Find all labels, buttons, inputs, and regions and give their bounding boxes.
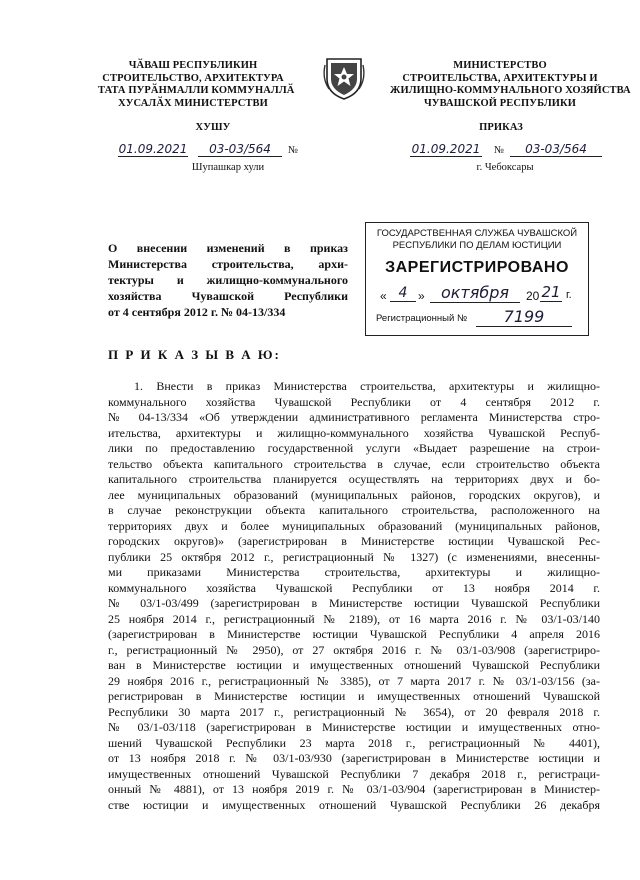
- right-doc-type: ПРИКАЗ: [479, 122, 523, 133]
- header-right-org: [390, 60, 631, 110]
- header-left-line: ЧӐВАШ РЕСПУБЛИКИН: [128, 60, 258, 71]
- title-line: хозяйства Чувашской Республики: [108, 289, 348, 303]
- header-left-line: ХУСАЛӐХ МИНИСТЕРСТВИ: [118, 97, 268, 109]
- body-line: в случае реконструкции объекта капитального строительства, расположенного на: [108, 503, 600, 517]
- body-line: регистрирован в Министерстве юстиции и имущественных отношений Чувашской: [108, 689, 600, 703]
- left-city: Шупашкар хули: [191, 162, 265, 173]
- stamp-registered: ЗАРЕГИСТРИРОВАНО: [385, 259, 569, 276]
- stamp-month: октября: [430, 283, 520, 303]
- left-date: 01.09.2021: [118, 142, 188, 156]
- header-right-line: ЖИЛИЩНО-КОММУНАЛЬНОГО ХОЗЯЙСТВА: [390, 85, 631, 96]
- right-date: 01.09.2021: [411, 142, 481, 156]
- body-line: тельство объекта капитального строительства в случае, если строительство объекта: [108, 456, 600, 471]
- right-number: 03-03/564: [510, 142, 602, 157]
- body-line: № 04-13/334 «Об утверждении административного регламента Министерства стро-: [108, 410, 600, 424]
- left-doc-type: ХУШУ: [195, 122, 231, 133]
- body-line: онный № 4881), от 13 ноября 2019 г. № 03/1-03/904 (зарегистрирован в Министер-: [108, 782, 600, 796]
- right-city: г. Чебоксары: [476, 162, 534, 173]
- registration-stamp: [365, 222, 589, 336]
- stamp-reg-label: Регистрационный №: [376, 313, 468, 324]
- stamp-year-suffix: 21: [541, 283, 561, 301]
- title-line: Министерства строительства, архи-: [108, 257, 348, 271]
- body-line: № 03/1-03/118 (зарегистрирован в Министерстве юстиции и имущественных отно-: [108, 720, 600, 734]
- stamp-line1: ГОСУДАРСТВЕННАЯ СЛУЖБА ЧУВАШСКОЙ: [376, 228, 578, 239]
- body-line: ван в Министерстве юстиции и имущественных отношений Чувашской Республики: [108, 658, 600, 672]
- header-left-line: СТРОИТЕЛЬСТВО, АРХИТЕКТУРА: [102, 72, 284, 84]
- order-heading: П Р И К А З Ы В А Ю:: [108, 347, 281, 362]
- title-line: О внесении изменений в приказ: [108, 241, 348, 255]
- body-line: от 13 ноября 2018 г. № 03/1-03/930 (зарегистрирован в Министерстве юстиции и: [108, 751, 600, 765]
- right-date-number-line: [410, 142, 610, 160]
- left-date-number-line: [118, 142, 308, 160]
- body-line: (зарегистрирован в Министерстве юстиции Чувашской Республики 4 апреля 2016: [108, 627, 600, 641]
- body-line: 1. Внести в приказ Министерства строительства, архитектуры и жилищно-: [134, 379, 600, 393]
- body-line: № 03/1-03/499 (зарегистрирован в Министерстве юстиции Чувашской Республики: [108, 596, 600, 610]
- body-line: городских округов)» (зарегистрирован в Министерстве юстиции Чувашской Рес-: [108, 534, 600, 548]
- header-right-line: ЧУВАШСКОЙ РЕСПУБЛИКИ: [423, 97, 577, 109]
- stamp-reg-number: 7199: [476, 307, 572, 327]
- left-number-sign: №: [288, 145, 299, 156]
- stamp-line2: РЕСПУБЛИКИ ПО ДЕЛАМ ЮСТИЦИИ: [392, 240, 562, 251]
- body-line: 25 ноября 2014 г., регистрационный № 2189), от 16 марта 2016 г. № 03/1-03/140: [108, 611, 600, 626]
- title-line: тектуры и жилищно-коммунального: [108, 273, 348, 287]
- stamp-day: 4: [390, 285, 416, 302]
- body-line: ми приказами Министерства строительства, архитектуры и жилищно-: [108, 565, 600, 579]
- body-line: шений Чувашской Республики 23 марта 2018 г., регистрационный № 4401),: [108, 735, 600, 750]
- stamp-quote-close: »: [418, 289, 425, 303]
- body-line: г., регистрационный № 2950), от 27 октября 2016 г. № 03/1-03/908 (зарегистриро-: [108, 642, 600, 657]
- body-line: коммунального хозяйства Чувашской Республики от 4 сентября 2012 г.: [108, 394, 600, 409]
- body-line: имущественных отношений Чувашской Республики 7 декабря 2018 г., регистраци-: [108, 766, 600, 781]
- right-number-sign: №: [494, 145, 505, 156]
- header-right-line: МИНИСТЕРСТВО: [453, 60, 547, 71]
- body-line: коммунального хозяйства Чувашской Республики от 13 ноября 2014 г.: [108, 580, 600, 595]
- chuvash-emblem-icon: [323, 55, 365, 101]
- body-line: лики по предоставлению государственной услуги «Выдает разрешение на строи-: [108, 441, 600, 455]
- header-right-line: СТРОИТЕЛЬСТВА, АРХИТЕКТУРЫ И: [402, 72, 598, 84]
- body-line: стве юстиции и имущественных отношений Чувашской Республики 26 декабря: [108, 797, 600, 812]
- body-line: капитального строительства планируется осуществлять на территориях двух и бо-: [108, 472, 600, 486]
- stamp-year-unit: г.: [566, 289, 572, 301]
- body-line: территориях двух и более муниципальных образований (муниципальных районов,: [108, 518, 600, 533]
- header-left-org: [98, 60, 295, 110]
- body-line: 29 ноября 2016 г., регистрационный № 3385), от 7 марта 2017 г. № 03/1-03/156 (за-: [108, 673, 600, 688]
- header-left-line: ТАТА ПУРӐНМАЛЛИ КОММУНАЛЛӐ: [98, 85, 295, 96]
- body-line: публики 25 октября 2012 г., регистрационный № 1327) (с изменениями, внесенны-: [108, 549, 600, 564]
- body-line: Республики 30 марта 2017 г., регистрационный № 3654), от 20 февраля 2018 г.: [108, 704, 600, 719]
- body-line: ительства, архитектуры и жилищно-коммунального хозяйства Чувашской Респуб-: [108, 425, 600, 440]
- document-title: [108, 240, 348, 320]
- body-line: лее муниципальных образований (муниципальных районов, городских округов), и: [108, 487, 600, 502]
- stamp-quote-open: «: [380, 289, 387, 303]
- stamp-year-prefix: 20: [526, 289, 540, 303]
- title-line: от 4 сентября 2012 г. № 04-13/334: [108, 305, 286, 319]
- left-number: 03-03/564: [198, 142, 282, 157]
- body-paragraph: [108, 379, 600, 813]
